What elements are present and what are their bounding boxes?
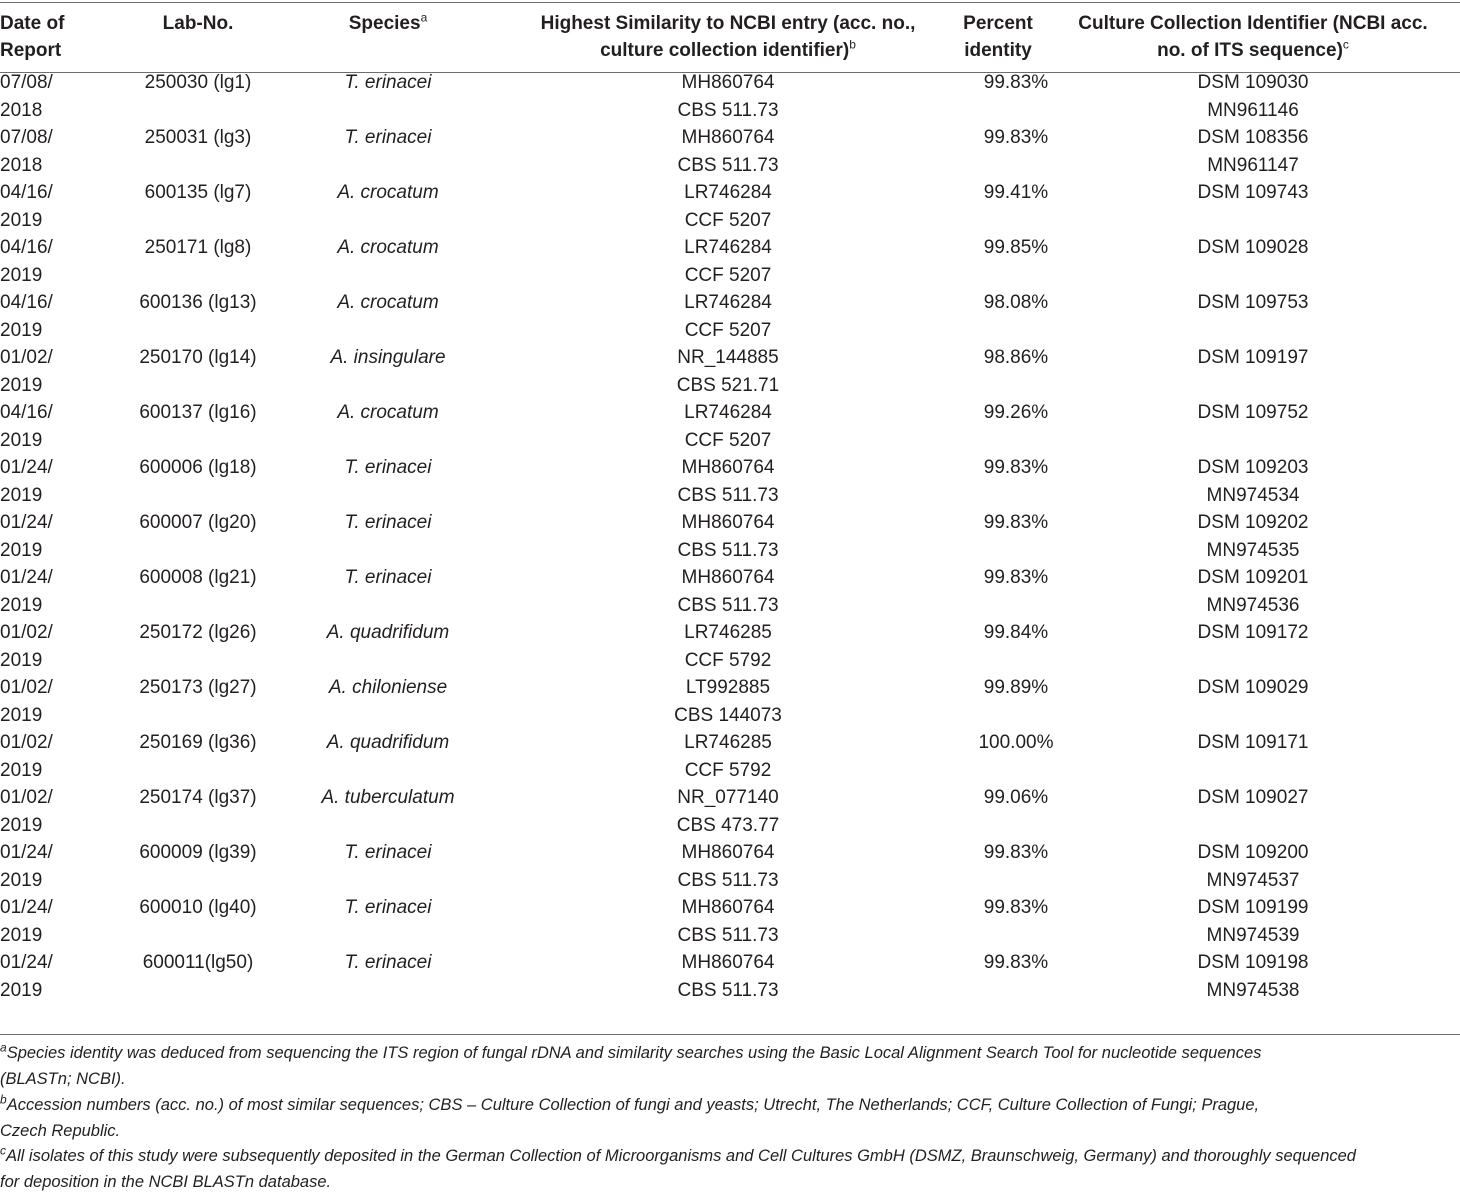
- cell-culture: DSM 109027: [1197, 787, 1309, 808]
- table-row: [0, 784, 1460, 839]
- cell-date: 01/02/ 2019: [0, 677, 53, 726]
- cell-date: 04/16/ 2019: [0, 182, 53, 231]
- cell-species: A. quadrifidum: [326, 622, 450, 643]
- cell-date: 04/16/ 2019: [0, 402, 53, 451]
- cell-culture: DSM 109752: [1197, 402, 1309, 423]
- cell-date: 01/02/ 2019: [0, 622, 53, 671]
- cell-date: 01/24/ 2019: [0, 567, 53, 616]
- footnote-c: $^c$All isolates of this study were subsequently deposited in the German Collection of Microorganisms and Cell Cultures GmbH (DSMZ, Braunschweig, Germany) and thoroughly sequenced for deposition in the NCBI BLASTn database.: [0, 1143, 1356, 1191]
- cell-percent: 99.83%: [983, 952, 1049, 973]
- cell-similarity: MH860764 CBS 511.73: [677, 512, 779, 561]
- cell-percent: 99.83%: [983, 72, 1049, 93]
- cell-culture: DSM 109753: [1197, 292, 1309, 313]
- cell-percent: 99.83%: [983, 127, 1049, 148]
- cell-species: A. insingulare: [330, 347, 446, 368]
- cell-percent: 99.84%: [983, 622, 1049, 643]
- cell-date: 01/24/ 2019: [0, 842, 53, 891]
- cell-lab-no: 600009 (lg39): [139, 842, 257, 863]
- footnote-b: $^b$Accession numbers (acc. no.) of most similar sequences; CBS – Culture Collection of fungi and yeasts; Utrecht, The Netherlands; CCF, Culture Collection of Fungi; Prague, Czech Republic.: [0, 1092, 1260, 1140]
- cell-date: 04/16/ 2019: [0, 292, 53, 341]
- table-row: [0, 729, 1460, 784]
- cell-culture: DSM 109171: [1197, 732, 1309, 753]
- cell-date: 07/08/ 2018: [0, 127, 53, 176]
- cell-similarity: MH860764 CBS 511.73: [677, 72, 779, 121]
- table-row: [0, 894, 1460, 949]
- cell-lab-no: 250173 (lg27): [139, 677, 257, 698]
- cell-species: A. crocatum: [337, 402, 439, 423]
- cell-culture: DSM 109203 MN974534: [1197, 457, 1309, 506]
- cell-percent: 99.83%: [983, 897, 1049, 918]
- bottom-rule: [0, 1034, 1460, 1035]
- cell-species: T. erinacei: [344, 72, 432, 93]
- cell-date: 01/24/ 2019: [0, 897, 53, 946]
- cell-similarity: MH860764 CBS 511.73: [677, 127, 779, 176]
- cell-date: 01/24/ 2019: [0, 457, 53, 506]
- cell-date: 01/24/ 2019: [0, 512, 53, 561]
- cell-percent: 99.06%: [983, 787, 1049, 808]
- cell-similarity: MH860764 CBS 511.73: [677, 897, 779, 946]
- cell-date: 07/08/ 2018: [0, 72, 53, 121]
- table-row: [0, 454, 1460, 509]
- cell-species: A. chiloniense: [328, 677, 448, 698]
- cell-culture: DSM 109029: [1197, 677, 1309, 698]
- cell-culture: DSM 109201 MN974536: [1197, 567, 1309, 616]
- header-culture: Culture Collection Identifier (NCBI acc. no. of ITS sequence)$^c$: [1078, 13, 1428, 61]
- cell-species: T. erinacei: [344, 127, 432, 148]
- cell-lab-no: 600007 (lg20): [139, 512, 257, 533]
- cell-similarity: LR746284 CCF 5207: [684, 182, 772, 231]
- header-species: Species$^a$: [348, 10, 428, 34]
- cell-date: 01/02/ 2019: [0, 732, 53, 781]
- cell-similarity: LT992885 CBS 144073: [674, 677, 782, 726]
- cell-culture: DSM 109197: [1197, 347, 1309, 368]
- table-row: [0, 289, 1460, 344]
- footnote-a: $^a$Species identity was deduced from sequencing the ITS region of fungal rDNA and similarity searches using the Basic Local Alignment Search Tool for nucleotide sequences (BLASTn; NCBI).: [0, 1040, 1262, 1088]
- cell-culture: DSM 109172: [1197, 622, 1309, 643]
- cell-lab-no: 600137 (lg16): [139, 402, 257, 423]
- cell-lab-no: 250030 (lg1): [144, 72, 252, 93]
- table-row: [0, 839, 1460, 894]
- cell-lab-no: 600006 (lg18): [139, 457, 257, 478]
- cell-species: A. crocatum: [337, 237, 439, 258]
- cell-culture: DSM 109030 MN961146: [1197, 72, 1309, 121]
- cell-culture: DSM 109028: [1197, 237, 1309, 258]
- table-row: [0, 949, 1460, 1004]
- cell-lab-no: 600136 (lg13): [139, 292, 257, 313]
- cell-culture: DSM 109200 MN974537: [1197, 842, 1309, 891]
- cell-culture: DSM 109198 MN974538: [1197, 952, 1309, 1001]
- table-row: [0, 674, 1460, 729]
- cell-species: T. erinacei: [344, 567, 432, 588]
- cell-percent: 100.00%: [978, 732, 1054, 753]
- cell-species: T. erinacei: [344, 842, 432, 863]
- cell-species: T. erinacei: [344, 457, 432, 478]
- cell-culture: DSM 109743: [1197, 182, 1309, 203]
- table-row: [0, 509, 1460, 564]
- cell-percent: 98.08%: [983, 292, 1049, 313]
- cell-species: A. crocatum: [337, 182, 439, 203]
- cell-date: 01/02/ 2019: [0, 347, 53, 396]
- cell-percent: 99.83%: [983, 457, 1049, 478]
- cell-lab-no: 250031 (lg3): [144, 127, 252, 148]
- cell-similarity: LR746285 CCF 5792: [684, 732, 772, 781]
- cell-percent: 99.26%: [983, 402, 1049, 423]
- cell-similarity: MH860764 CBS 511.73: [677, 952, 779, 1001]
- table-row: [0, 68, 1460, 124]
- cell-species: A. crocatum: [337, 292, 439, 313]
- cell-similarity: NR_077140 CBS 473.77: [676, 787, 780, 836]
- header-date: Date of Report: [0, 13, 65, 61]
- cell-lab-no: 250170 (lg14): [139, 347, 257, 368]
- cell-percent: 99.89%: [983, 677, 1049, 698]
- cell-similarity: MH860764 CBS 511.73: [677, 842, 779, 891]
- cell-similarity: NR_144885 CBS 521.71: [676, 347, 780, 396]
- table-row: [0, 344, 1460, 399]
- cell-lab-no: 250169 (lg36): [139, 732, 257, 753]
- cell-similarity: MH860764 CBS 511.73: [677, 567, 779, 616]
- cell-similarity: LR746284 CCF 5207: [684, 292, 772, 341]
- cell-lab-no: 600010 (lg40): [139, 897, 257, 918]
- cell-percent: 99.85%: [983, 237, 1049, 258]
- cell-similarity: LR746284 CCF 5207: [684, 237, 772, 286]
- table-row: [0, 234, 1460, 289]
- header-lab-no: Lab-No.: [162, 13, 234, 34]
- cell-lab-no: 250171 (lg8): [144, 237, 252, 258]
- cell-culture: DSM 109199 MN974539: [1197, 897, 1309, 946]
- cell-lab-no: 600135 (lg7): [144, 182, 252, 203]
- table-row: [0, 564, 1460, 619]
- cell-percent: 99.41%: [983, 182, 1049, 203]
- table-row: [0, 179, 1460, 234]
- cell-similarity: MH860764 CBS 511.73: [677, 457, 779, 506]
- table-row: [0, 399, 1460, 454]
- cell-date: 01/24/ 2019: [0, 952, 53, 1001]
- cell-percent: 99.83%: [983, 512, 1049, 533]
- cell-date: 04/16/ 2019: [0, 237, 53, 286]
- cell-species: T. erinacei: [344, 512, 432, 533]
- cell-lab-no: 600008 (lg21): [139, 567, 257, 588]
- cell-culture: DSM 108356 MN961147: [1197, 127, 1309, 176]
- header-row: [0, 4, 1460, 68]
- cell-lab-no: 250172 (lg26): [139, 622, 257, 643]
- cell-species: T. erinacei: [344, 897, 432, 918]
- cell-date: 01/02/ 2019: [0, 787, 53, 836]
- header-percent: Percent identity: [963, 13, 1033, 61]
- cell-species: T. erinacei: [344, 952, 432, 973]
- cell-lab-no: 250174 (lg37): [139, 787, 257, 808]
- cell-similarity: LR746284 CCF 5207: [684, 402, 772, 451]
- cell-lab-no: 600011(lg50): [142, 952, 254, 973]
- cell-similarity: LR746285 CCF 5792: [684, 622, 772, 671]
- top-rule: [0, 2, 1460, 3]
- cell-percent: 98.86%: [983, 347, 1049, 368]
- table-row: [0, 619, 1460, 674]
- results-table: [0, 4, 1460, 1004]
- cell-percent: 99.83%: [983, 842, 1049, 863]
- cell-culture: DSM 109202 MN974535: [1197, 512, 1309, 561]
- cell-species: A. quadrifidum: [326, 732, 450, 753]
- cell-percent: 99.83%: [983, 567, 1049, 588]
- cell-species: A. tuberculatum: [321, 787, 455, 808]
- header-similarity: Highest Similarity to NCBI entry (acc. no., culture collection identifier)$^b$: [540, 13, 916, 61]
- table-row: [0, 124, 1460, 179]
